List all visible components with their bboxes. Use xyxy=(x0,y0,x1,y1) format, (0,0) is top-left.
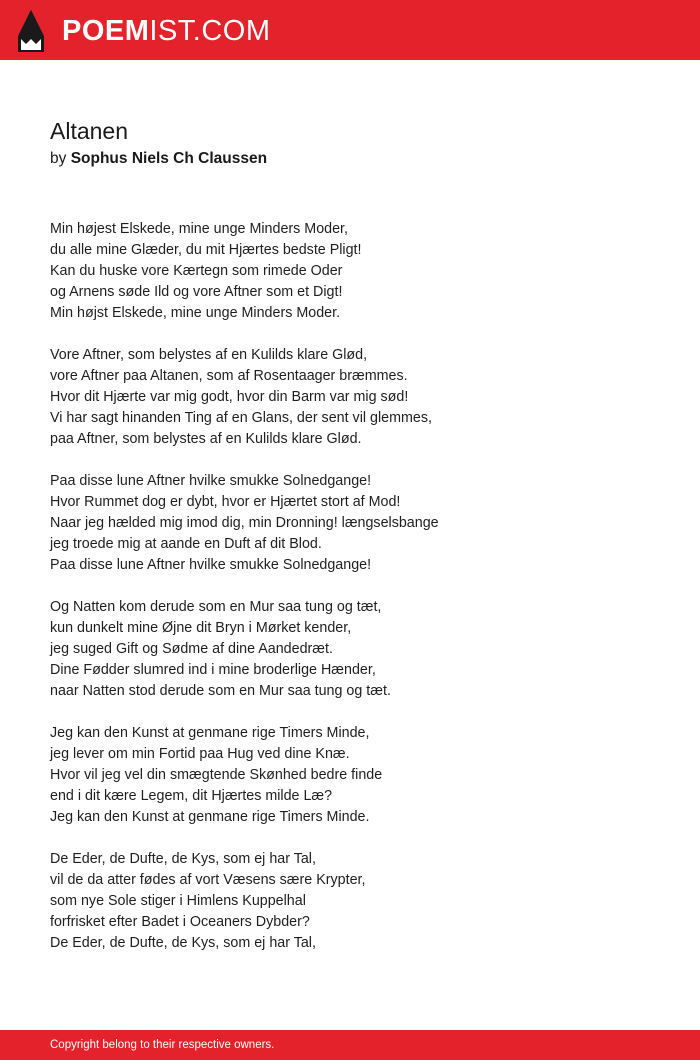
poem-line: du alle mine Glæder, du mit Hjærtes bedste Pligt! xyxy=(50,242,362,258)
stanza-3 xyxy=(50,471,650,576)
poem-line: Paa disse lune Aftner hvilke smukke Solnedgange! xyxy=(50,557,372,573)
stanza-4 xyxy=(50,597,650,702)
site-logo-text xyxy=(62,14,271,47)
poem-line: jeg lever om min Fortid paa Hug ved dine Knæ. xyxy=(50,746,350,762)
poem-line: som nye Sole stiger i Himlens Kuppelhal xyxy=(50,893,306,909)
poem-line: Hvor dit Hjærte var mig godt, hvor din Barm var mig sød! xyxy=(50,389,409,405)
stanza-2 xyxy=(50,345,650,450)
poem-line: naar Natten stod derude som en Mur saa tung og tæt. xyxy=(50,683,391,699)
poem-line: Vore Aftner, som belystes af en Kulilds klare Glød, xyxy=(50,347,368,363)
poem-line: jeg suged Gift og Sødme af dine Aandedræt. xyxy=(50,641,333,657)
poem-line: Kan du huske vore Kærtegn som rimede Oder xyxy=(50,263,343,279)
poem-line: Hvor vil jeg vel din smægtende Skønhed bedre finde xyxy=(50,767,383,783)
poem-line: paa Aftner, som belystes af en Kulilds klare Glød. xyxy=(50,431,362,447)
poem-line: Jeg kan den Kunst at genmane rige Timers Minde. xyxy=(50,809,370,825)
poem-line: Min højst Elskede, mine unge Minders Moder. xyxy=(50,305,341,321)
poem-line: jeg troede mig at aande en Duft af dit Blod. xyxy=(50,536,322,552)
stanza-5 xyxy=(50,723,650,828)
poem-line: vil de da atter fødes af vort Væsens sære Krypter, xyxy=(50,872,366,888)
author-link[interactable]: Sophus Niels Ch Claussen xyxy=(70,150,268,167)
poem-line: forfrisket efter Badet i Oceaners Dybder? xyxy=(50,914,310,930)
poem-title: Altanen xyxy=(50,118,129,144)
stanza-6 xyxy=(50,849,650,954)
site-header xyxy=(0,0,700,60)
poem-line: Dine Fødder slumred ind i mine broderlige Hænder, xyxy=(50,662,376,678)
poem-byline xyxy=(50,149,267,169)
copyright-text: Copyright belong to their respective owners. xyxy=(50,1039,275,1051)
site-logo-link[interactable] xyxy=(18,9,271,53)
poem-line: Hvor Rummet dog er dybt, hvor er Hjærtet stort af Mod! xyxy=(50,494,401,510)
poem-line: vore Aftner paa Altanen, som af Rosentaager bræmmes. xyxy=(50,368,408,384)
site-footer xyxy=(0,1030,700,1060)
poem-line: Min højest Elskede, mine unge Minders Moder, xyxy=(50,221,348,237)
stanza-1 xyxy=(50,219,650,324)
poem-body xyxy=(50,219,650,975)
by-label: by xyxy=(50,150,67,167)
poem-line: og Arnens søde Ild og vore Aftner som et Digt! xyxy=(50,284,343,300)
pencil-icon xyxy=(18,10,44,52)
poem-line: Jeg kan den Kunst at genmane rige Timers Minde, xyxy=(50,725,370,741)
logo-bold-part: POEM xyxy=(62,14,150,47)
poem-line: Naar jeg hælded mig imod dig, min Dronning! længselsbange xyxy=(50,515,439,531)
poem-line: Vi har sagt hinanden Ting af en Glans, der sent vil glemmes, xyxy=(50,410,432,426)
logo-light-part: IST.COM xyxy=(149,14,271,47)
poem-line: kun dunkelt mine Øjne dit Bryn i Mørket kender, xyxy=(50,620,352,636)
poem-line: Og Natten kom derude som en Mur saa tung og tæt, xyxy=(50,599,382,615)
poem-line: De Eder, de Dufte, de Kys, som ej har Tal, xyxy=(50,851,316,867)
poem-line: end i dit kære Legem, dit Hjærtes milde Læ? xyxy=(50,788,333,804)
poem-line: De Eder, de Dufte, de Kys, som ej har Tal, xyxy=(50,935,316,951)
poem-line: Paa disse lune Aftner hvilke smukke Solnedgange! xyxy=(50,473,372,489)
